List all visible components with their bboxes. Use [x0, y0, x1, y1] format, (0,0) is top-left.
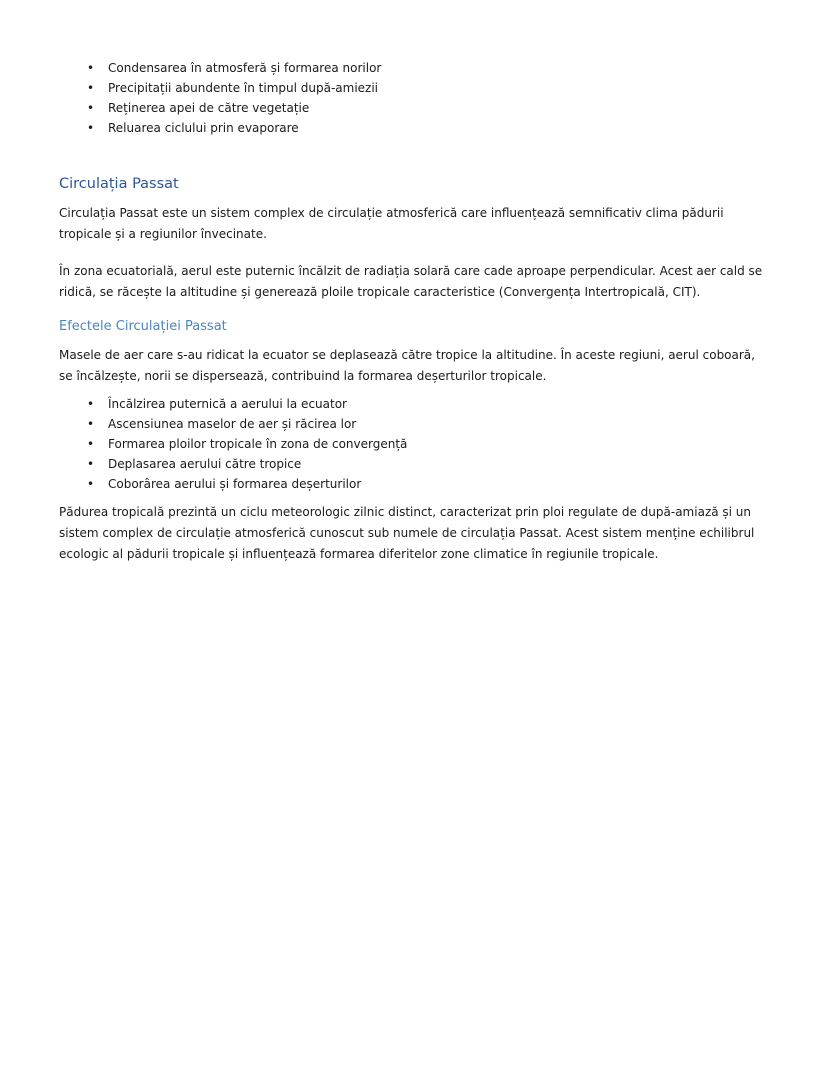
bullet-icon: •: [87, 81, 95, 95]
section-paragraph-1: Circulația Passat este un sistem complex de circulație atmosferică care influențează semnificativ clima pădurii tropicale și a regiunilor învecinate.: [59, 206, 724, 241]
section-heading: Circulația Passat: [59, 176, 179, 192]
list-item: • Condensarea în atmosferă și formarea norilor: [108, 58, 769, 78]
bullet-icon: •: [87, 121, 95, 135]
subsection-bullet-list: [59, 394, 769, 494]
closing-paragraph: Pădurea tropicală prezintă un ciclu meteorologic zilnic distinct, caracterizat prin ploi regulate de după-amiază și un sistem complex de circulație atmosferică cunoscut sub numele de circulația Passat. Acest sistem menține echilibrul ecologic al pădurii tropicale și influențează formarea diferitelor zone climatice în regiunile tropicale.: [59, 505, 755, 561]
list-item: • Deplasarea aerului către tropice: [108, 454, 769, 474]
list-item: • Reținerea apei de către vegetație: [108, 98, 769, 118]
bullet-icon: •: [87, 477, 95, 491]
list-item: • Reluarea ciclului prin evaporare: [108, 118, 769, 138]
subsection-paragraph: Masele de aer care s-au ridicat la ecuator se deplasează către tropice la altitudine. În aceste regiuni, aerul coboară, se încălzește, norii se dispersează, contribuind la formarea deșerturilor tropicale.: [59, 348, 755, 383]
list-item: • Încălzirea puternică a aerului la ecuator: [108, 394, 769, 414]
subsection-heading: Efectele Circulației Passat: [59, 319, 227, 334]
list-item: • Formarea ploilor tropicale în zona de convergență: [108, 434, 769, 454]
document-page: [59, 58, 769, 565]
list-item: • Precipitații abundente în timpul după-amiezii: [108, 78, 769, 98]
bullet-icon: •: [87, 417, 95, 431]
bullet-icon: •: [87, 457, 95, 471]
bullet-icon: •: [87, 397, 95, 411]
top-bullet-list: [59, 58, 769, 138]
bullet-icon: •: [87, 437, 95, 451]
list-item: • Ascensiunea maselor de aer și răcirea lor: [108, 414, 769, 434]
list-item: • Coborârea aerului și formarea deșerturilor: [108, 474, 769, 494]
section-paragraph-2: În zona ecuatorială, aerul este puternic încălzit de radiația solară care cade aproape perpendicular. Acest aer cald se ridică, se răcește la altitudine și generează ploile tropicale caracteristice (Convergența Intertropicală, CIT).: [59, 264, 763, 299]
bullet-icon: •: [87, 101, 95, 115]
bullet-icon: •: [87, 61, 95, 75]
